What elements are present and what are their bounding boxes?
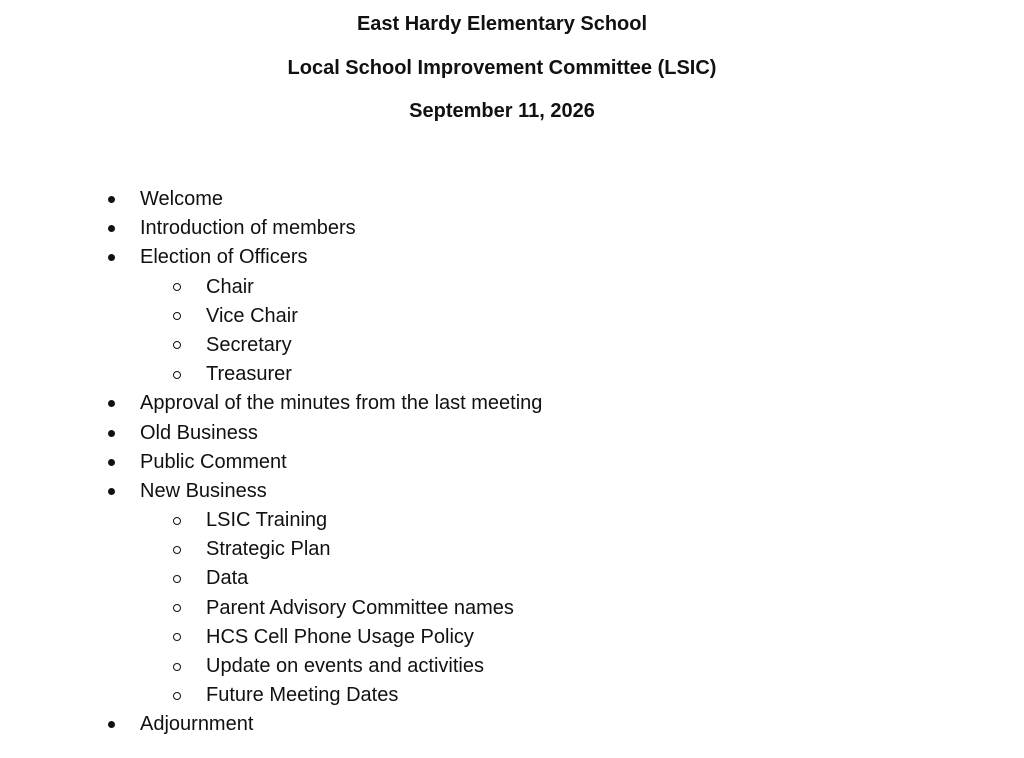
bullet-icon xyxy=(108,243,115,272)
agenda-item-label: Public Comment xyxy=(140,450,287,473)
agenda-item-label: Secretary xyxy=(206,333,292,356)
hollow-bullet-icon xyxy=(173,506,181,535)
agenda-item xyxy=(0,419,1024,448)
hollow-bullet-icon xyxy=(173,302,181,331)
hollow-bullet-icon xyxy=(173,535,181,564)
agenda-item xyxy=(0,214,1024,243)
agenda-subitem xyxy=(0,302,1024,331)
hollow-bullet-icon xyxy=(173,623,181,652)
agenda-item-label: Update on events and activities xyxy=(206,655,484,677)
meeting-date-heading: September 11, 2026 xyxy=(409,100,595,122)
agenda-item-label: Welcome xyxy=(140,188,223,210)
hollow-bullet-icon xyxy=(173,594,181,623)
agenda-subitem xyxy=(0,360,1024,389)
school-name-heading: East Hardy Elementary School xyxy=(356,13,648,35)
agenda-item xyxy=(0,243,1024,272)
bullet-icon xyxy=(108,214,115,243)
agenda-item-label: Parent Advisory Committee names xyxy=(206,596,514,619)
bullet-icon xyxy=(108,185,115,214)
hollow-bullet-icon xyxy=(173,681,181,710)
agenda-subitem xyxy=(0,594,1024,623)
agenda-item-label: Data xyxy=(206,567,249,590)
agenda-subitem xyxy=(0,623,1024,652)
agenda-subitem xyxy=(0,331,1024,360)
hollow-bullet-icon xyxy=(173,331,181,360)
agenda-item xyxy=(0,448,1024,477)
agenda-item-label: Treasurer xyxy=(206,363,292,386)
agenda-subitem xyxy=(0,273,1024,302)
agenda-subitem xyxy=(0,564,1024,593)
agenda-item xyxy=(0,710,1024,739)
agenda-item-label: Approval of the minutes from the last meeting xyxy=(140,392,543,415)
agenda-item xyxy=(0,389,1024,418)
agenda-subitem xyxy=(0,535,1024,564)
bullet-icon xyxy=(108,419,115,448)
agenda-list xyxy=(0,185,1024,740)
hollow-bullet-icon xyxy=(173,360,181,389)
bullet-icon xyxy=(108,389,115,418)
agenda-item-label: Chair xyxy=(206,275,254,298)
agenda-item xyxy=(0,477,1024,506)
hollow-bullet-icon xyxy=(173,652,181,681)
hollow-bullet-icon xyxy=(173,273,181,302)
agenda-subitem xyxy=(0,506,1024,535)
agenda-item-label: Strategic Plan xyxy=(206,538,331,561)
agenda-item-label: Adjournment xyxy=(140,713,254,736)
agenda-subitem xyxy=(0,681,1024,710)
agenda-item-label: Future Meeting Dates xyxy=(206,684,399,707)
agenda-item-label: Vice Chair xyxy=(206,304,298,327)
bullet-icon xyxy=(108,448,115,477)
bullet-icon xyxy=(108,477,115,506)
bullet-icon xyxy=(108,710,115,739)
agenda-item-label: Introduction of members xyxy=(140,217,356,240)
agenda-item-label: Old Business xyxy=(140,421,258,444)
agenda-subitem xyxy=(0,652,1024,681)
committee-name-heading: Local School Improvement Committee (LSIC) xyxy=(287,57,717,79)
agenda-item-label: LSIC Training xyxy=(206,509,328,532)
hollow-bullet-icon xyxy=(173,564,181,593)
agenda-item-label: HCS Cell Phone Usage Policy xyxy=(206,625,474,648)
agenda-item-label: New Business xyxy=(140,479,267,502)
agenda-item xyxy=(0,185,1024,214)
agenda-item-label: Election of Officers xyxy=(140,246,308,269)
